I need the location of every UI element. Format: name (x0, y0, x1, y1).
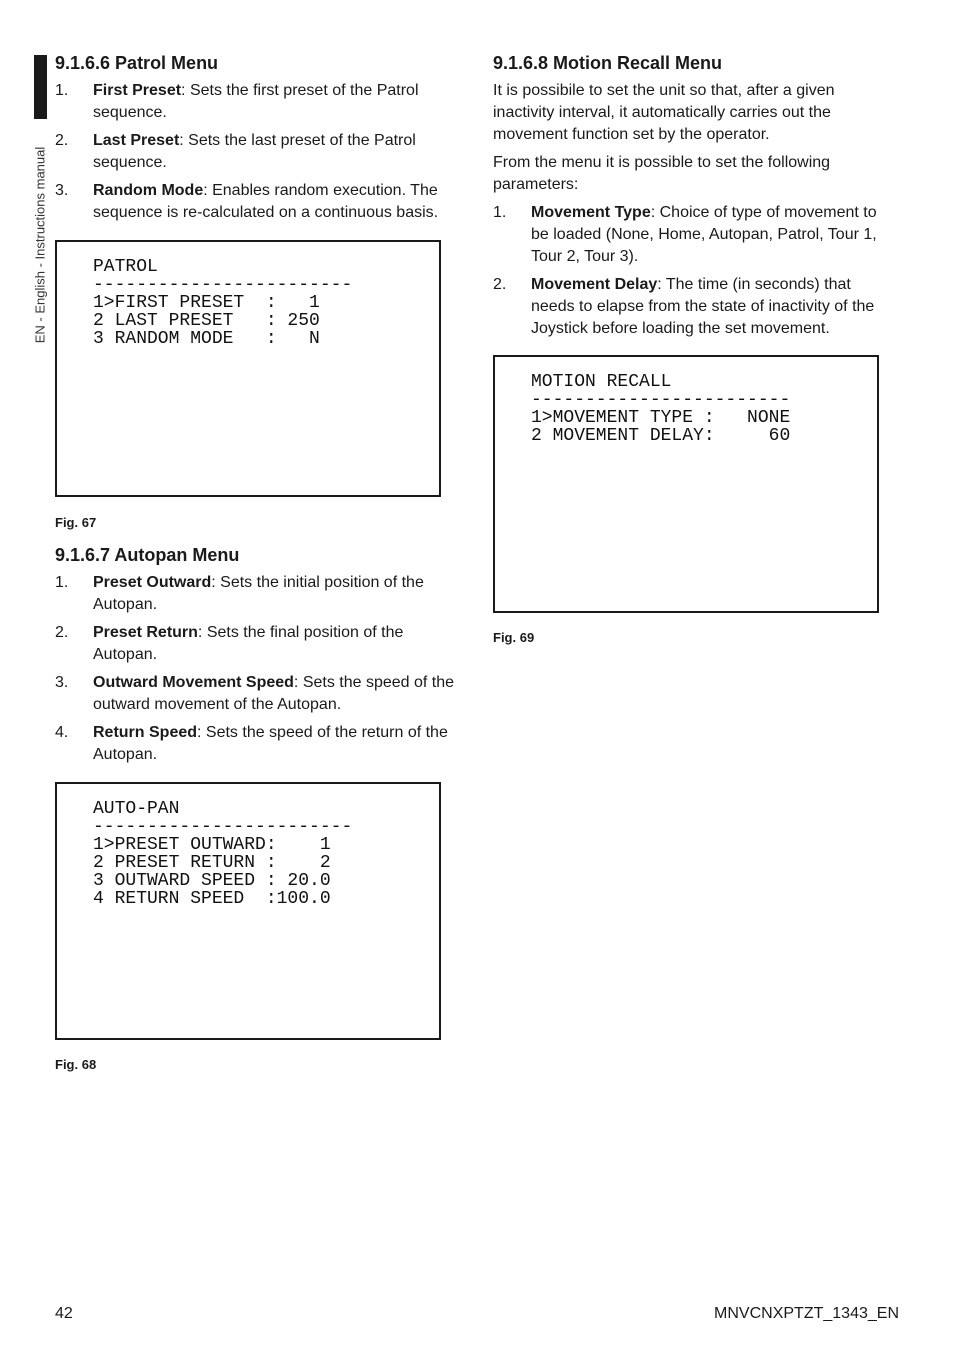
intro-paragraph: From the menu it is possible to set the following parameters: (493, 154, 831, 193)
motion-recall-list (493, 202, 898, 340)
list-item: 2. Last Preset: Sets the last preset of the Patrol sequence. (55, 132, 416, 171)
list-item: 1. Movement Type: Choice of type of movement to be loaded (None, Home, Autopan, Patrol, Tour 1, Tour 2, Tour 3). (493, 204, 877, 265)
list-item: 1. Preset Outward: Sets the initial position of the Autopan. (55, 574, 424, 613)
list-item: 2. Movement Delay: The time (in seconds) that needs to elapse from the state of inactivity of the Joystick before loading the set movement. (493, 276, 875, 337)
motion-recall-section (493, 52, 898, 346)
list-item: 3. Random Mode: Enables random execution. The sequence is re-calculated on a continuous basis. (55, 182, 439, 221)
figure-caption: Fig. 69 (493, 630, 535, 645)
page-number: 42 (55, 1305, 73, 1322)
autopan-screen-text: AUTO-PAN ------------------------ 1>PRESET OUTWARD: 1 2 PRESET RETURN : 2 3 OUTWARD SPEED : 20.0 4 RETURN SPEED :100.0 (93, 799, 353, 909)
list-item: 4. Return Speed: Sets the speed of the return of the Autopan. (55, 724, 448, 763)
motion-recall-screen (493, 355, 879, 613)
figure-caption: Fig. 68 (55, 1057, 97, 1072)
autopan-screen (55, 782, 441, 1040)
list-item: 2. Preset Return: Sets the final position of the Autopan. (55, 624, 404, 663)
document-code: MNVCNXPTZT_1343_EN (714, 1305, 899, 1322)
figure-caption: Fig. 67 (55, 515, 97, 530)
patrol-screen-text: PATROL ------------------------ 1>FIRST PRESET : 1 2 LAST PRESET : 250 3 RANDOM MODE : N (93, 257, 353, 349)
list-item: 1. First Preset: Sets the first preset of the Patrol sequence. (55, 82, 419, 121)
intro-paragraph: It is possibile to set the unit so that, after a given inactivity interval, it automatically carries out the movement function set by the operator. (493, 82, 835, 143)
autopan-section (55, 544, 460, 772)
autopan-list (55, 572, 460, 766)
patrol-section (55, 52, 460, 230)
side-tab-marker (34, 55, 47, 119)
autopan-heading: 9.1.6.7 Autopan Menu (55, 545, 240, 565)
motion-recall-heading: 9.1.6.8 Motion Recall Menu (493, 53, 723, 73)
motion-recall-screen-text: MOTION RECALL ------------------------ 1>MOVEMENT TYPE : NONE 2 MOVEMENT DELAY: 60 (531, 372, 791, 446)
patrol-screen (55, 240, 441, 497)
list-item: 3. Outward Movement Speed: Sets the speed of the outward movement of the Autopan. (55, 674, 455, 713)
patrol-list (55, 80, 460, 224)
side-label: EN - English - Instructions manual (32, 146, 48, 344)
patrol-heading: 9.1.6.6 Patrol Menu (55, 53, 219, 73)
